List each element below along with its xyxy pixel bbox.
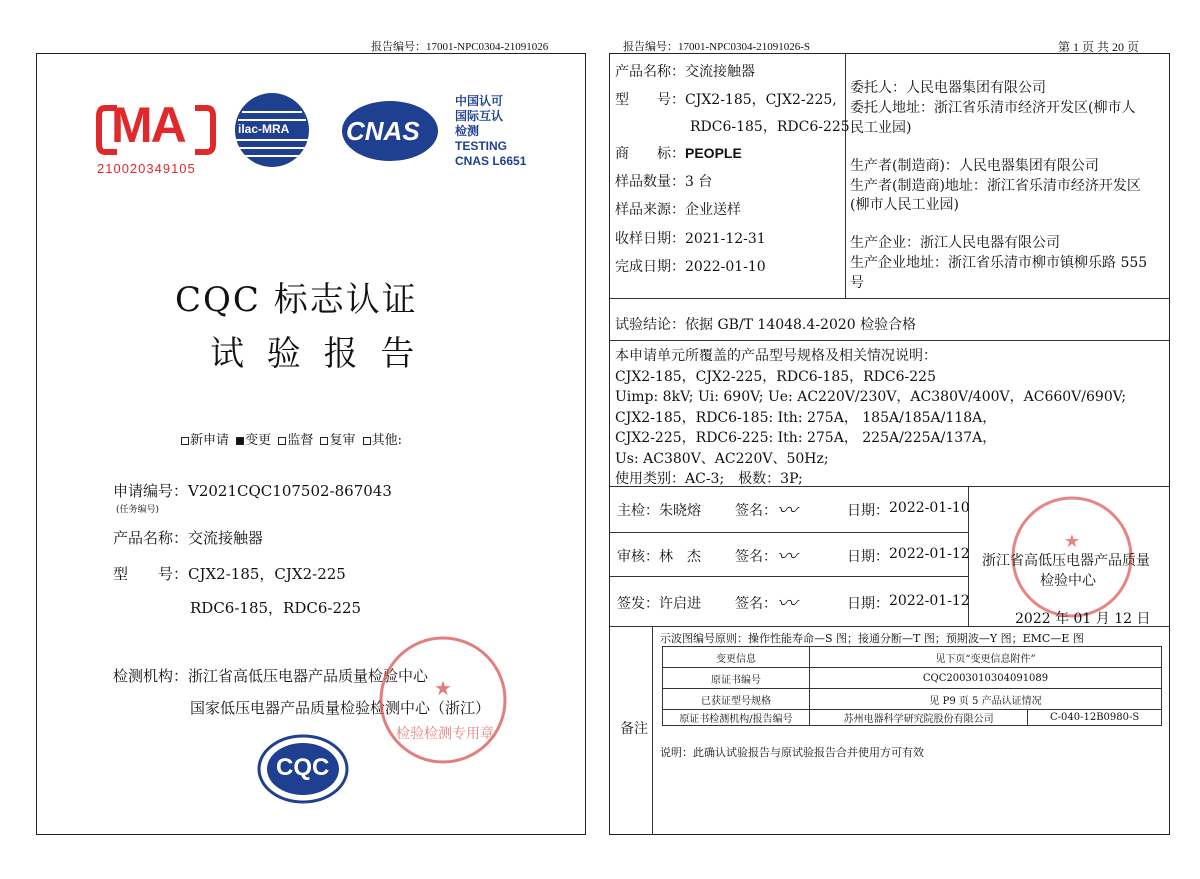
cma-text: MA	[111, 97, 185, 153]
cnas-logo	[340, 98, 440, 164]
model-row: 型 号：CJX2-185，CJX2-225,	[615, 92, 837, 108]
model: 型 号：CJX2-185，CJX2-225	[113, 565, 346, 583]
task-number-label: (任务编号)	[116, 505, 160, 515]
cma-logo	[95, 97, 217, 178]
receive-date-row: 收样日期：2021-12-31	[615, 231, 766, 247]
option-review: 复审	[317, 433, 355, 448]
description-title: 本申请单元所覆盖的产品型号规格及相关情况说明：	[615, 348, 937, 364]
seal-caption: 检验检测专用章	[396, 726, 494, 742]
signature-row-reviewer: 审核：林 杰 签名： 〰 日期： 2022-01-12	[617, 546, 967, 566]
complete-date-row: 完成日期：2022-01-10	[615, 259, 766, 275]
stamp-org-line-2: 检验中心	[1040, 573, 1096, 589]
option-supervise: 监督	[275, 433, 313, 448]
application-number: 申请编号：V2021CQC107502-867043	[113, 482, 392, 500]
ilac-text: ilac-MRA	[238, 122, 290, 136]
description-line: CJX2-185，RDC6-185: Ith: 275A， 185A/185A/118A，	[615, 409, 997, 426]
description-line: CJX2-225，RDC6-225: Ith: 275A， 225A/225A/137A，	[615, 430, 997, 446]
client-row: 委托人：人民电器集团有限公司	[850, 80, 1046, 96]
quantity-row: 样品数量：3 台	[615, 174, 713, 190]
option-change: 变更	[233, 433, 271, 448]
checkbox-icon	[363, 437, 371, 445]
testing-lab: 检测机构：浙江省高低压电器产品质量检验中心	[113, 667, 429, 685]
checkbox-icon	[181, 437, 189, 445]
description-line: Us: AC380V、AC220V、50Hz;	[615, 450, 829, 467]
report-title-1: CQC 标志认证	[175, 280, 418, 320]
maker-address-row: 生产者(制造商)地址：浙江省乐清市经济开发区	[850, 178, 1141, 194]
signature-row-inspector: 主检：朱晓熔 签名： 〰 日期： 2022-01-10	[617, 500, 967, 520]
cma-number: 210020349105	[97, 161, 196, 176]
stamp-date: 2022 年 01 月 12 日	[1015, 611, 1151, 627]
product-name-row: 产品名称：交流接触器	[615, 64, 755, 80]
source-row: 样品来源：企业送样	[615, 202, 741, 218]
model-description	[615, 346, 1126, 490]
option-other: 其他:	[360, 433, 402, 448]
lab-seal	[378, 635, 508, 765]
client-address-row: 委托人地址：浙江省乐清市经济开发区(柳市人	[850, 100, 1136, 116]
report-title-2: 试 验 报 告	[210, 334, 421, 374]
product-name: 产品名称：交流接触器	[113, 529, 264, 547]
left-report-number: 报告编号：17001-NPC0304-21091026	[371, 41, 549, 53]
signature-mark: 〰	[777, 591, 797, 615]
remark-note: 说明：此确认试验报告与原试验报告合并使用方可有效	[660, 746, 924, 759]
table-row: 已获证型号规格 见 P9 页 5 产品认证情况	[663, 689, 1162, 710]
signature-row-issuer: 签发：许启进 签名： 〰 日期： 2022-01-12	[617, 593, 967, 613]
maker-row: 生产者(制造商)：人民电器集团有限公司	[850, 158, 1099, 174]
cnas-caption: 中国认可 国际互认 检测 TESTING CNAS L6651	[455, 94, 527, 168]
checkbox-checked-icon	[236, 437, 244, 445]
table-row: 原证书编号 CQC2003010304091089	[663, 668, 1162, 689]
brand-row: 商 标：PEOPLE	[615, 145, 742, 162]
right-report-number: 报告编号：17001-NPC0304-21091026-S	[623, 41, 811, 53]
model-row-2: RDC6-185，RDC6-225	[690, 119, 850, 135]
cqc-text: CQC	[276, 754, 330, 781]
stamp-org-line-1: 浙江省高低压电器产品质量	[982, 553, 1150, 569]
table-row: 原证书检测机构/报告编号 苏州电器科学研究院股份有限公司 C-040-12B0980-S	[663, 710, 1162, 726]
remark-label: 备注	[620, 721, 648, 737]
description-line: CJX2-185，CJX2-225，RDC6-185，RDC6-225	[615, 368, 936, 385]
page-counter: 第 1 页 共 20 页	[1058, 40, 1140, 54]
report-type-options	[178, 429, 402, 448]
factory-row: 生产企业：浙江人民电器有限公司	[850, 235, 1060, 251]
option-new: 新申请	[178, 433, 229, 448]
remark-table	[662, 646, 1162, 726]
svg-text:★: ★	[434, 676, 452, 700]
description-line: Uimp: 8kV; Ui: 690V; Ue: AC220V/230V，AC380V/400V，AC660V/690V;	[615, 389, 1127, 405]
svg-text:★: ★	[1063, 531, 1081, 552]
model-line-2: RDC6-185，RDC6-225	[190, 599, 362, 617]
test-conclusion: 试验结论：依据 GB/T 14048.4-2020 检验合格	[615, 317, 917, 333]
signature-mark: 〰	[777, 498, 797, 522]
ilac-mra-logo	[232, 90, 312, 170]
cqc-logo	[255, 733, 351, 805]
factory-address-row: 生产企业地址：浙江省乐清市柳市镇柳乐路 555	[850, 255, 1148, 271]
signature-mark: 〰	[777, 544, 797, 568]
checkbox-icon	[320, 437, 328, 445]
testing-lab-line-2: 国家低压电器产品质量检验检测中心（浙江）	[190, 699, 491, 717]
maker-address-line-2: (柳市人民工业园)	[850, 197, 959, 213]
factory-address-line-2: 号	[850, 275, 864, 291]
remark-waveform-rule: 示波图编号原则：操作性能寿命—S 图；接通分断—T 图；预期波—Y 图；EMC—E 图	[660, 632, 1084, 645]
cnas-text: CNAS	[346, 116, 420, 146]
checkbox-icon	[278, 437, 286, 445]
table-row: 变更信息 见下页“变更信息附件”	[663, 647, 1162, 668]
description-line: 使用类别：AC-3; 极数：3P;	[615, 471, 803, 487]
client-address-line-2: 民工业园)	[850, 120, 912, 136]
